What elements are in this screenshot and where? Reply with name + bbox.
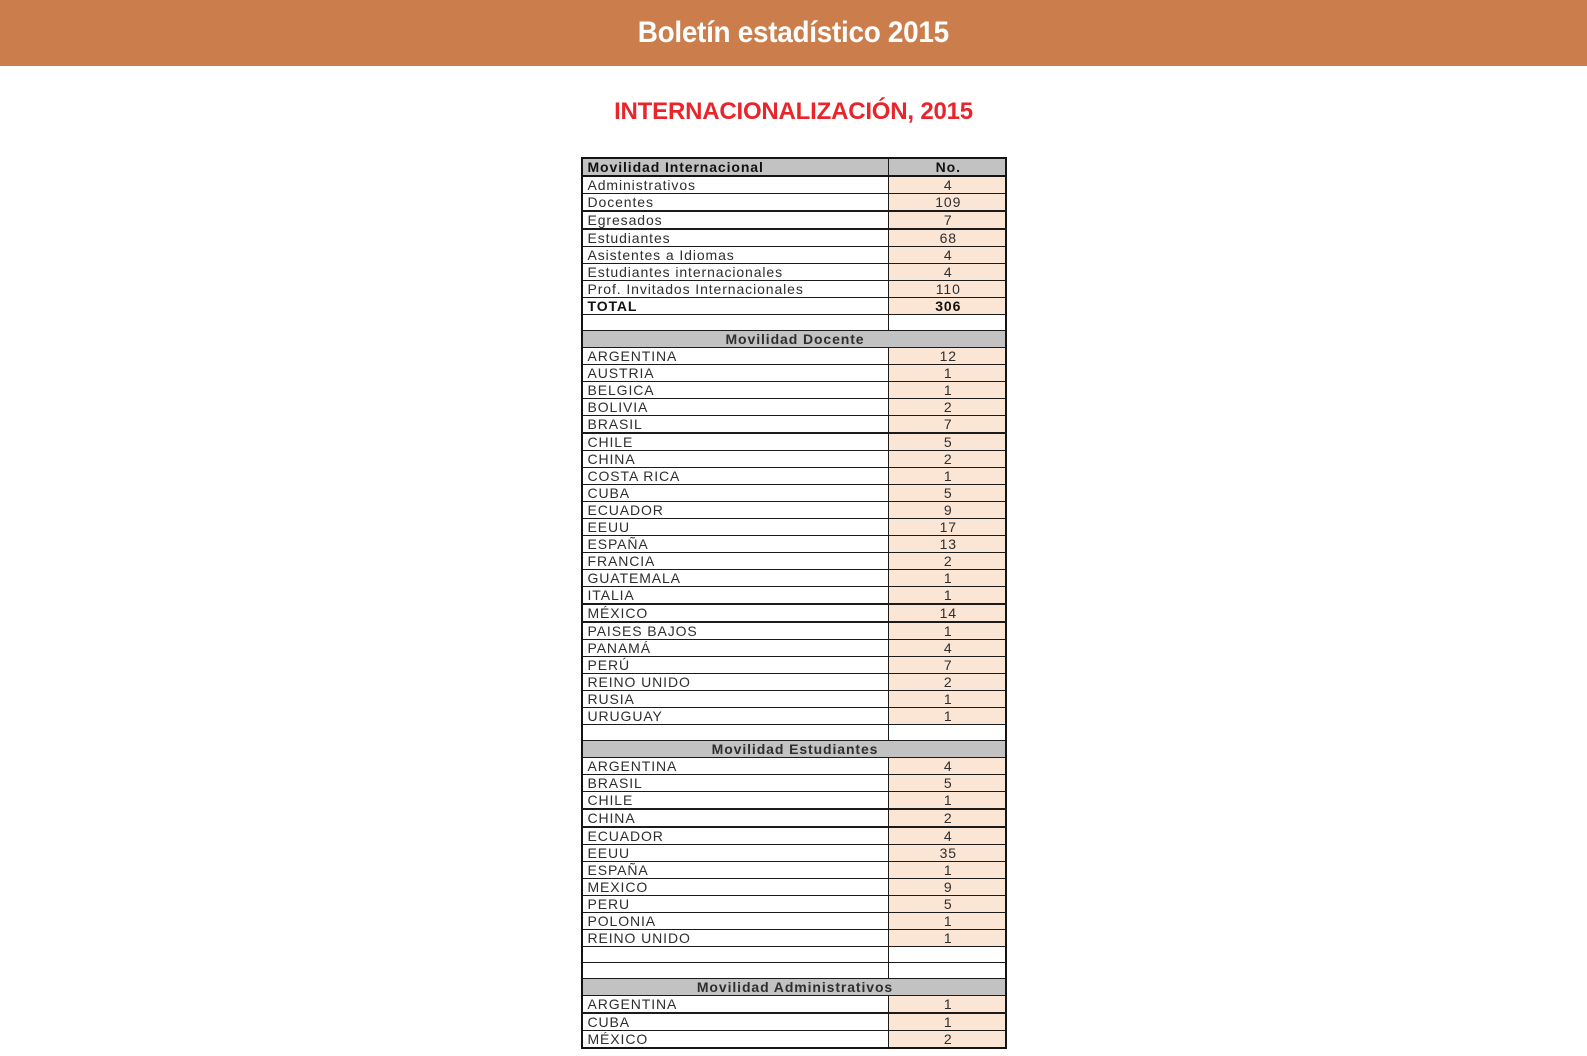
table-row bbox=[582, 809, 1006, 827]
row-value: 306 bbox=[889, 298, 1006, 315]
spacer-row bbox=[582, 725, 1006, 741]
row-value: 17 bbox=[889, 519, 1006, 536]
row-label: CUBA bbox=[582, 485, 889, 502]
row-label: REINO UNIDO bbox=[582, 930, 889, 947]
banner-title: Boletín estadístico 2015 bbox=[637, 16, 950, 49]
row-label: ECUADOR bbox=[582, 502, 889, 519]
row-label: ESPAÑA bbox=[582, 862, 889, 879]
table-row bbox=[582, 176, 1006, 194]
row-value: 1 bbox=[889, 1013, 1006, 1031]
row-label: BRASIL bbox=[582, 775, 889, 792]
row-value: 4 bbox=[889, 758, 1006, 775]
table-row bbox=[582, 348, 1006, 365]
table-row bbox=[582, 913, 1006, 930]
row-value: 4 bbox=[889, 264, 1006, 281]
row-value: 1 bbox=[889, 587, 1006, 605]
spacer-row bbox=[582, 315, 1006, 331]
mobility-table-body bbox=[582, 158, 1006, 1048]
row-label: COSTA RICA bbox=[582, 468, 889, 485]
row-label: REINO UNIDO bbox=[582, 674, 889, 691]
row-label: URUGUAY bbox=[582, 708, 889, 725]
spacer-row bbox=[582, 947, 1006, 963]
row-label: ESPAÑA bbox=[582, 536, 889, 553]
row-value: 1 bbox=[889, 570, 1006, 587]
spacer-cell bbox=[889, 947, 1006, 963]
row-label: MÉXICO bbox=[582, 1031, 889, 1049]
row-value: 12 bbox=[889, 348, 1006, 365]
row-value: 2 bbox=[889, 1031, 1006, 1049]
table-row bbox=[582, 416, 1006, 434]
table-row bbox=[582, 211, 1006, 229]
row-value: 9 bbox=[889, 502, 1006, 519]
spacer-cell bbox=[889, 963, 1006, 979]
row-label: Asistentes a Idiomas bbox=[582, 247, 889, 264]
row-label: CHILE bbox=[582, 433, 889, 451]
table-row bbox=[582, 879, 1006, 896]
table-row bbox=[582, 399, 1006, 416]
table-row bbox=[582, 382, 1006, 399]
table-row bbox=[582, 519, 1006, 536]
row-label: CHINA bbox=[582, 809, 889, 827]
table-row bbox=[582, 281, 1006, 298]
row-label: Administrativos bbox=[582, 176, 889, 194]
row-value: 4 bbox=[889, 827, 1006, 845]
row-value: 1 bbox=[889, 708, 1006, 725]
row-value: 4 bbox=[889, 640, 1006, 657]
section-header-label: Movilidad Internacional bbox=[582, 158, 889, 176]
section-header-row-estudiantes bbox=[582, 741, 1006, 758]
row-label: TOTAL bbox=[582, 298, 889, 315]
row-label: ECUADOR bbox=[582, 827, 889, 845]
row-value: 109 bbox=[889, 194, 1006, 212]
banner bbox=[0, 0, 1587, 66]
table-row bbox=[582, 433, 1006, 451]
row-value: 13 bbox=[889, 536, 1006, 553]
table-row bbox=[582, 640, 1006, 657]
table-container bbox=[0, 157, 1587, 1049]
row-value: 1 bbox=[889, 382, 1006, 399]
table-row bbox=[582, 996, 1006, 1014]
row-label: PAISES BAJOS bbox=[582, 622, 889, 640]
row-label: ARGENTINA bbox=[582, 996, 889, 1014]
table-row bbox=[582, 604, 1006, 622]
spacer-cell bbox=[582, 315, 889, 331]
table-row bbox=[582, 708, 1006, 725]
row-value: 35 bbox=[889, 845, 1006, 862]
table-row bbox=[582, 451, 1006, 468]
row-label: CHILE bbox=[582, 792, 889, 810]
row-label: MEXICO bbox=[582, 879, 889, 896]
row-value: 1 bbox=[889, 913, 1006, 930]
table-row bbox=[582, 587, 1006, 605]
row-label: PANAMÁ bbox=[582, 640, 889, 657]
table-row bbox=[582, 247, 1006, 264]
row-label: CHINA bbox=[582, 451, 889, 468]
table-row bbox=[582, 264, 1006, 281]
table-row bbox=[582, 485, 1006, 502]
table-row bbox=[582, 827, 1006, 845]
row-value: 7 bbox=[889, 657, 1006, 674]
row-value: 14 bbox=[889, 604, 1006, 622]
row-value: 4 bbox=[889, 176, 1006, 194]
row-value: 5 bbox=[889, 775, 1006, 792]
table-row bbox=[582, 896, 1006, 913]
table-row bbox=[582, 229, 1006, 247]
spacer-cell bbox=[582, 725, 889, 741]
spacer-cell bbox=[889, 315, 1006, 331]
spacer-cell bbox=[582, 947, 889, 963]
table-row bbox=[582, 845, 1006, 862]
section-header-label: Movilidad Administrativos bbox=[582, 979, 1006, 996]
table-row bbox=[582, 930, 1006, 947]
row-label: Egresados bbox=[582, 211, 889, 229]
row-value: 2 bbox=[889, 553, 1006, 570]
row-value: 1 bbox=[889, 792, 1006, 810]
row-value: 2 bbox=[889, 399, 1006, 416]
table-row bbox=[582, 468, 1006, 485]
table-row bbox=[582, 553, 1006, 570]
row-label: POLONIA bbox=[582, 913, 889, 930]
table-row bbox=[582, 622, 1006, 640]
row-label: PERÚ bbox=[582, 657, 889, 674]
page-title: INTERNACIONALIZACIÓN, 2015 bbox=[614, 98, 973, 125]
section-header-label: Movilidad Estudiantes bbox=[582, 741, 1006, 758]
row-label: Docentes bbox=[582, 194, 889, 212]
section-header-row-docente bbox=[582, 331, 1006, 348]
row-label: RUSIA bbox=[582, 691, 889, 708]
row-value: 5 bbox=[889, 485, 1006, 502]
row-label: BRASIL bbox=[582, 416, 889, 434]
row-label: GUATEMALA bbox=[582, 570, 889, 587]
row-label: BELGICA bbox=[582, 382, 889, 399]
row-label: EEUU bbox=[582, 519, 889, 536]
table-row bbox=[582, 674, 1006, 691]
spacer-cell bbox=[889, 725, 1006, 741]
row-label: ARGENTINA bbox=[582, 348, 889, 365]
table-row bbox=[582, 1013, 1006, 1031]
table-row bbox=[582, 1031, 1006, 1049]
row-label: PERU bbox=[582, 896, 889, 913]
row-value: 4 bbox=[889, 247, 1006, 264]
row-value: 2 bbox=[889, 809, 1006, 827]
row-value: 110 bbox=[889, 281, 1006, 298]
row-label: MÉXICO bbox=[582, 604, 889, 622]
row-label: EEUU bbox=[582, 845, 889, 862]
row-value: 1 bbox=[889, 862, 1006, 879]
row-label: Prof. Invitados Internacionales bbox=[582, 281, 889, 298]
table-row bbox=[582, 365, 1006, 382]
row-value: 9 bbox=[889, 879, 1006, 896]
row-label: ARGENTINA bbox=[582, 758, 889, 775]
row-label: ITALIA bbox=[582, 587, 889, 605]
row-value: 1 bbox=[889, 622, 1006, 640]
section-header-row-administrativos bbox=[582, 979, 1006, 996]
row-value: 5 bbox=[889, 433, 1006, 451]
row-label: Estudiantes bbox=[582, 229, 889, 247]
row-value: 1 bbox=[889, 691, 1006, 708]
table-row bbox=[582, 298, 1006, 315]
row-value: 1 bbox=[889, 468, 1006, 485]
row-value: 2 bbox=[889, 674, 1006, 691]
row-value: 2 bbox=[889, 451, 1006, 468]
table-row bbox=[582, 502, 1006, 519]
table-row bbox=[582, 570, 1006, 587]
row-value: 7 bbox=[889, 416, 1006, 434]
value-column-header: No. bbox=[889, 158, 1006, 176]
row-value: 1 bbox=[889, 996, 1006, 1014]
table-row bbox=[582, 194, 1006, 212]
row-value: 7 bbox=[889, 211, 1006, 229]
table-row bbox=[582, 536, 1006, 553]
table-row bbox=[582, 657, 1006, 674]
row-value: 68 bbox=[889, 229, 1006, 247]
row-label: CUBA bbox=[582, 1013, 889, 1031]
mobility-table bbox=[581, 157, 1007, 1049]
row-label: BOLIVIA bbox=[582, 399, 889, 416]
row-value: 1 bbox=[889, 365, 1006, 382]
table-row bbox=[582, 792, 1006, 810]
spacer-row bbox=[582, 963, 1006, 979]
section-header-label: Movilidad Docente bbox=[582, 331, 1006, 348]
row-value: 1 bbox=[889, 930, 1006, 947]
row-label: FRANCIA bbox=[582, 553, 889, 570]
row-value: 5 bbox=[889, 896, 1006, 913]
section-header-row-internacional bbox=[582, 158, 1006, 176]
table-row bbox=[582, 691, 1006, 708]
row-label: Estudiantes internacionales bbox=[582, 264, 889, 281]
table-row bbox=[582, 775, 1006, 792]
spacer-cell bbox=[582, 963, 889, 979]
row-label: AUSTRIA bbox=[582, 365, 889, 382]
table-row bbox=[582, 758, 1006, 775]
table-row bbox=[582, 862, 1006, 879]
